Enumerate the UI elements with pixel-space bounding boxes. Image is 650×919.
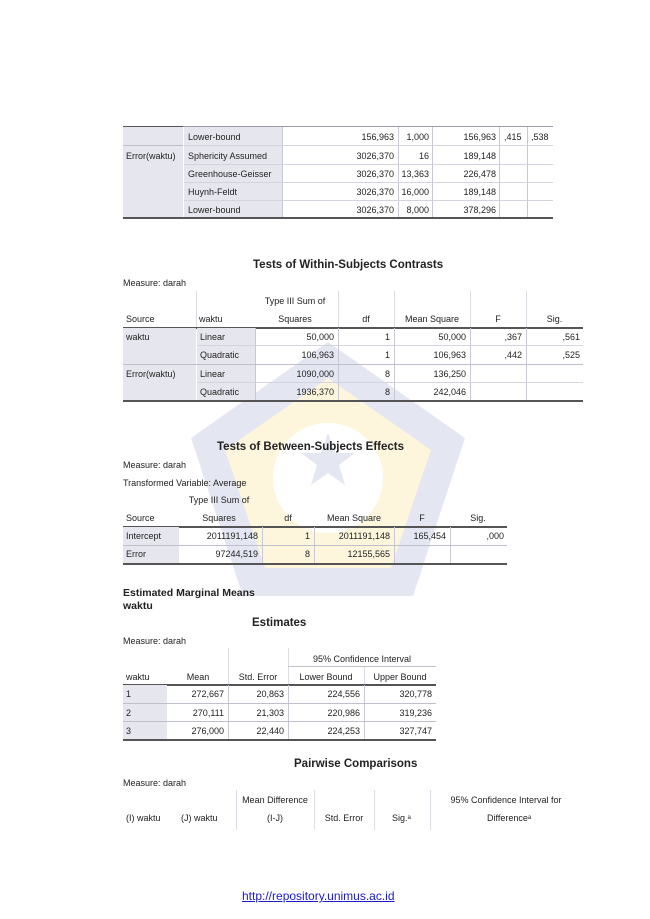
pairwise-header-se: Std. Error: [324, 813, 364, 823]
estimates-row2-ub: 319,236: [399, 708, 432, 718]
between-row1-source: Intercept: [126, 531, 162, 541]
table1-row4-ms: 189,148: [463, 187, 496, 197]
pairwise-header-ci1: 95% Confidence Interval for: [450, 795, 562, 805]
pairwise-measure: Measure: darah: [123, 778, 187, 788]
table1-row1-ms: 156,963: [463, 132, 496, 142]
pairwise-header-md2: (I-J): [267, 813, 283, 823]
table1-row3-ms: 226,478: [463, 169, 496, 179]
pairwise-title: Pairwise Comparisons: [294, 758, 418, 770]
contrasts-row4-df: 8: [384, 387, 390, 397]
between-row1-df: 1: [304, 531, 310, 541]
between-row1-ms: 2011191,148: [338, 531, 390, 541]
between-row2-ms: 12155,565: [347, 549, 390, 559]
table1-row2-df: 16: [418, 151, 429, 161]
between-header-ss1: Type III Sum of: [188, 495, 250, 505]
contrasts-row3-ss: 1090,000: [296, 369, 334, 379]
marginal-means-subheading: waktu: [123, 600, 153, 612]
contrasts-row2-f: ,442: [504, 350, 522, 360]
estimates-row3-mean: 276,000: [191, 726, 224, 736]
estimates-header-se: Std. Error: [238, 672, 278, 682]
contrasts-header-ms: Mean Square: [404, 314, 460, 324]
contrasts-row3-df: 8: [384, 369, 390, 379]
estimates-header-ci: 95% Confidence Interval: [312, 654, 412, 664]
table1-row2-ss: 3026,370: [356, 151, 394, 161]
table1-row3-df: 13,363: [401, 169, 429, 179]
contrasts-row2-df: 1: [384, 350, 390, 360]
contrasts-row4-ms: 242,046: [433, 387, 466, 397]
table1-row1-sig: ,538: [531, 132, 549, 142]
contrasts-row4-waktu: Quadratic: [200, 387, 240, 397]
contrasts-row2-ms: 106,963: [433, 350, 466, 360]
between-row2-df: 8: [304, 549, 310, 559]
between-row2-ss: 97244,519: [215, 549, 258, 559]
estimates-measure: Measure: darah: [123, 636, 187, 646]
contrasts-header-sig: Sig.: [546, 314, 563, 324]
table1-row4-df: 16,000: [401, 187, 429, 197]
contrasts-row1-ms: 50,000: [438, 332, 466, 342]
estimates-row1-se: 20,863: [256, 689, 284, 699]
table1-row2-ms: 189,148: [463, 151, 496, 161]
pairwise-header-j: (J) waktu: [181, 813, 218, 823]
estimates-row2-se: 21,303: [256, 708, 284, 718]
contrasts-row2-sig: ,525: [562, 350, 580, 360]
repository-link[interactable]: http://repository.unimus.ac.id: [242, 889, 395, 903]
estimates-header-mean: Mean: [186, 672, 210, 682]
table1-row3-type: Greenhouse-Geisser: [188, 169, 272, 179]
between-transformed-variable: Transformed Variable: Average: [123, 478, 247, 488]
between-measure: Measure: darah: [123, 460, 187, 470]
pairwise-header-sig-text: Sig.: [392, 813, 408, 823]
between-row1-ss: 2011191,148: [206, 531, 258, 541]
table1-row1-f: ,415: [504, 132, 522, 142]
table1-row5-ss: 3026,370: [356, 205, 394, 215]
estimates-row2-lb: 220,986: [327, 708, 360, 718]
estimates-title: Estimates: [252, 617, 307, 629]
estimates-row1-lb: 224,556: [327, 689, 360, 699]
estimates-row3-waktu: 3: [126, 726, 132, 736]
between-header-sig: Sig.: [470, 513, 486, 523]
table1-row4-ss: 3026,370: [356, 187, 394, 197]
contrasts-row3-ms: 136,250: [433, 369, 466, 379]
table1-row4-type: Huynh-Feldt: [188, 187, 238, 197]
table1-row3-ss: 3026,370: [356, 169, 394, 179]
contrasts-row1-source: waktu: [126, 332, 150, 342]
contrasts-row1-f: ,367: [504, 332, 522, 342]
pairwise-header-sig-footnote: a: [407, 815, 411, 821]
estimates-header-ub: Upper Bound: [373, 672, 427, 682]
table1-row2-source: Error(waktu): [126, 151, 176, 161]
between-header-source: Source: [126, 513, 155, 523]
contrasts-row3-source: Error(waktu): [126, 369, 176, 379]
between-header-ms: Mean Square: [326, 513, 382, 523]
estimates-header-waktu: waktu: [126, 672, 150, 682]
between-row1-f: 165,454: [413, 531, 446, 541]
estimates-row2-waktu: 2: [126, 708, 132, 718]
table1-row5-ms: 378,296: [463, 205, 496, 215]
pairwise-header-i: (I) waktu: [126, 813, 161, 823]
contrasts-row1-sig: ,561: [562, 332, 580, 342]
table1-row1-type: Lower-bound: [188, 132, 241, 142]
contrasts-header-ss2: Squares: [278, 314, 312, 324]
pairwise-header-sig: [392, 813, 411, 824]
contrasts-header-f: F: [495, 314, 501, 324]
contrasts-header-waktu: waktu: [199, 314, 223, 324]
contrasts-header-source: Source: [126, 314, 155, 324]
contrasts-row1-ss: 50,000: [306, 332, 334, 342]
estimates-row1-ub: 320,778: [399, 689, 432, 699]
estimates-row3-ub: 327,747: [399, 726, 432, 736]
table1-row5-type: Lower-bound: [188, 205, 241, 215]
estimates-row1-mean: 272,667: [191, 689, 224, 699]
between-row1-sig: ,000: [486, 531, 504, 541]
pairwise-header-md1: Mean Difference: [242, 795, 308, 805]
between-title: Tests of Between-Subjects Effects: [217, 441, 405, 453]
table1-row5-df: 8,000: [406, 205, 429, 215]
contrasts-header-df: df: [362, 314, 370, 324]
contrasts-measure: Measure: darah: [123, 278, 187, 288]
table1-row1-df: 1,000: [406, 132, 429, 142]
pairwise-header-ci-footnote: a: [527, 815, 532, 821]
contrasts-row1-df: 1: [384, 332, 390, 342]
between-row2-source: Error: [126, 549, 146, 559]
table1-row2-type: Sphericity Assumed: [188, 151, 268, 161]
estimates-row1-waktu: 1: [126, 689, 132, 699]
estimates-row2-mean: 270,111: [192, 708, 224, 718]
between-header-f: F: [419, 513, 425, 523]
contrasts-row4-ss: 1936,370: [296, 387, 334, 397]
estimates-row3-lb: 224,253: [327, 726, 360, 736]
between-header-ss2: Squares: [202, 513, 236, 523]
estimates-row3-se: 22,440: [256, 726, 284, 736]
marginal-means-heading: Estimated Marginal Means: [123, 587, 255, 599]
between-header-df: df: [284, 513, 292, 523]
estimates-header-lb: Lower Bound: [299, 672, 353, 682]
contrasts-row2-ss: 106,963: [301, 350, 334, 360]
contrasts-header-ss1: Type III Sum of: [264, 296, 326, 306]
contrasts-row2-waktu: Quadratic: [200, 350, 240, 360]
contrasts-title: Tests of Within-Subjects Contrasts: [253, 259, 444, 271]
table1-row1-ss: 156,963: [361, 132, 394, 142]
contrasts-row1-waktu: Linear: [200, 332, 226, 342]
pairwise-header-ci2-text: Difference: [487, 813, 528, 823]
pairwise-header-ci2: [487, 813, 531, 824]
contrasts-row3-waktu: Linear: [200, 369, 226, 379]
